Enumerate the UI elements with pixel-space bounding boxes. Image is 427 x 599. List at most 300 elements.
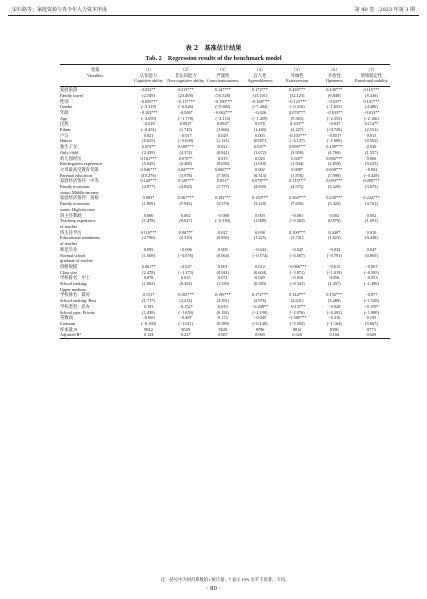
coefficient-cell: 0.090*** bbox=[363, 178, 380, 184]
coefficient-cell: 0.047* bbox=[291, 155, 304, 161]
row-label: Upper medium bbox=[60, 286, 86, 292]
coefficient-cell: −0.051* bbox=[327, 132, 342, 138]
t-statistic-cell: (1.539) bbox=[216, 281, 230, 287]
column-number: （4） bbox=[241, 65, 278, 73]
t-statistic-cell: (1.225) bbox=[253, 235, 267, 241]
coefficient-cell: 0.078 bbox=[255, 121, 265, 127]
coefficient-cell: 0.227 bbox=[167, 332, 204, 338]
coefficient-cell: 0.029 bbox=[218, 132, 228, 138]
coefficient-cell: −0.062*** bbox=[213, 109, 233, 115]
t-statistic-cell: (−0.341) bbox=[289, 281, 305, 287]
row-label: Only child bbox=[60, 149, 79, 155]
coefficient-cell: 0.103** bbox=[290, 121, 305, 127]
t-statistic-cell: (2.207) bbox=[290, 127, 304, 133]
t-statistic-cell: (−0.231) bbox=[141, 127, 157, 133]
t-statistic-cell: (−0.505) bbox=[363, 269, 379, 275]
coefficient-cell: 0.002 bbox=[329, 212, 340, 218]
column-name-zh: 外倾性 bbox=[290, 72, 304, 78]
row-label: Family travel bbox=[60, 92, 84, 98]
row-label: 班级规模 bbox=[60, 263, 78, 269]
t-statistic-cell: (−0.169) bbox=[141, 320, 157, 326]
coefficient-cell: −0.001 bbox=[291, 212, 304, 218]
coefficient-cell: 0.109*** bbox=[177, 144, 194, 150]
t-statistic-cell: (−1.496) bbox=[363, 281, 379, 287]
t-statistic-cell: (−0.292) bbox=[326, 309, 342, 315]
row-label: Parental education bbox=[60, 172, 92, 178]
journal-title: 宋石路等：家庭资源与青少年人力资本形成 bbox=[12, 7, 108, 13]
coefficient-cell: 0.015 bbox=[366, 132, 377, 138]
row-label: Adjusted R² bbox=[60, 332, 130, 338]
coefficient-cell: 8773 bbox=[367, 326, 376, 332]
t-statistic-cell: (1.121) bbox=[216, 138, 230, 144]
t-statistic-cell: (−0.076) bbox=[178, 252, 194, 258]
coefficient-cell: 0.183*** bbox=[177, 292, 194, 298]
coefficient-cell: 0.027*** bbox=[177, 166, 194, 172]
coefficient-cell: 0.006 bbox=[143, 212, 154, 218]
row-label: status: High-income bbox=[60, 206, 95, 212]
coefficient-cell: −1.580*** bbox=[287, 315, 307, 321]
t-statistic-cell: (0.856) bbox=[216, 235, 230, 241]
coefficient-cell: 0.029 bbox=[353, 332, 390, 338]
table-row bbox=[60, 332, 390, 338]
row-label: Normal school bbox=[60, 252, 86, 258]
coefficient-cell: 0.172*** bbox=[251, 87, 269, 93]
t-statistic-cell: (1.438) bbox=[142, 309, 155, 315]
t-statistic-cell: (−9.882) bbox=[215, 104, 231, 110]
coefficient-cell: 0.051* bbox=[216, 178, 229, 184]
coefficient-cell: 0.139*** bbox=[326, 144, 343, 150]
coefficient-cell: 0.047 bbox=[366, 246, 377, 252]
t-statistic-cell: (1.944) bbox=[290, 161, 304, 167]
column-name-zh: 认知能力 bbox=[139, 72, 158, 78]
coefficient-cell: −0.059*** bbox=[139, 98, 158, 104]
t-statistic-cell: (−0.140) bbox=[252, 320, 268, 326]
coefficient-cell: 0.078 bbox=[143, 275, 154, 281]
t-statistic-cell: (5.978) bbox=[179, 172, 192, 178]
coefficient-cell: 0.144*** bbox=[289, 292, 306, 298]
coefficient-cell: −0.045 bbox=[253, 315, 267, 321]
coefficient-cell: 0.070** bbox=[178, 155, 193, 161]
t-statistic-cell: (−3.871) bbox=[289, 269, 305, 275]
t-statistic-cell: (−2.190) bbox=[252, 309, 268, 315]
column-name-en: Extraversion bbox=[279, 78, 316, 86]
coefficient-cell: 0.101*** bbox=[363, 98, 380, 104]
coefficient-cell: 0.001 bbox=[218, 263, 228, 269]
coefficient-cell: 0.114** bbox=[364, 121, 379, 127]
t-statistic-cell: (−0.729) bbox=[326, 127, 342, 133]
t-statistic-cell: (−2.353) bbox=[326, 115, 342, 121]
coefficient-cell: 0.008* bbox=[291, 166, 304, 172]
var-header-spacer bbox=[60, 78, 130, 86]
coefficient-cell: 0.039*** bbox=[326, 166, 343, 172]
coefficient-cell: 0.150*** bbox=[251, 195, 269, 201]
t-statistic-cell: (−6.316) bbox=[289, 104, 305, 110]
t-statistic-cell: (4.486) bbox=[365, 104, 378, 110]
coefficient-cell: −0.032 bbox=[328, 246, 341, 252]
t-statistic-cell: (3.320) bbox=[328, 184, 341, 190]
t-statistic-cell: (0.313) bbox=[253, 172, 267, 178]
coefficient-cell: 0.130*** bbox=[326, 87, 343, 93]
row-label: 常数项 bbox=[60, 315, 73, 321]
column-number: （7） bbox=[353, 65, 390, 73]
row-label: 学校排名：最好 bbox=[60, 292, 91, 298]
t-statistic-cell: (0.604) bbox=[253, 269, 267, 275]
t-statistic-cell: (−2.166) bbox=[363, 115, 379, 121]
t-statistic-cell: (−7.484) bbox=[252, 104, 268, 110]
coefficient-cell: −0.007 bbox=[365, 263, 378, 269]
coefficient-cell: −0.027 bbox=[179, 263, 192, 269]
table-note: 注：括号中为回归系数的 t 统计量；* 表示 10% 水平下显著，下同。 bbox=[160, 577, 290, 582]
coefficient-cell: 8029 bbox=[181, 326, 190, 332]
coefficient-cell: 0.006 bbox=[366, 155, 377, 161]
coefficient-cell: 8786 bbox=[255, 326, 265, 332]
coefficient-cell: 0.005 bbox=[218, 246, 228, 252]
coefficient-cell: 0.326 bbox=[279, 332, 316, 338]
t-statistic-cell: (1.557) bbox=[365, 149, 378, 155]
t-statistic-cell: (2.439) bbox=[142, 149, 155, 155]
row-label: Teaching experience bbox=[60, 218, 96, 224]
row-label: of teacher bbox=[60, 223, 78, 229]
t-statistic-cell: (2.839) bbox=[253, 184, 267, 190]
t-statistic-cell: (4.820) bbox=[179, 184, 192, 190]
row-label: 学校类型：民办 bbox=[60, 303, 91, 309]
coefficient-cell: 0.056 bbox=[329, 275, 340, 281]
coefficient-cell: 0.083* bbox=[142, 195, 155, 201]
t-statistic-cell: (1.717) bbox=[142, 298, 155, 304]
column-name-en: Non-cognitive ability bbox=[167, 78, 204, 86]
coefficient-cell: 8812 bbox=[292, 326, 302, 332]
coefficient-cell: −0.047 bbox=[291, 246, 304, 252]
coefficient-cell: −0.000 bbox=[216, 212, 229, 218]
coefficient-cell: 0.074** bbox=[141, 144, 156, 150]
table-caption-en: Tab. 2 Regression results of the benchmark model bbox=[145, 55, 282, 62]
t-statistic-cell: (−1.889) bbox=[326, 138, 342, 144]
coefficient-cell: −0.017 bbox=[179, 132, 192, 138]
coefficient-cell: 0.047* bbox=[254, 144, 266, 150]
t-statistic-cell: (−1.655) bbox=[326, 104, 342, 110]
t-statistic-cell: (1.666) bbox=[216, 127, 230, 133]
coefficient-cell: 0.022 bbox=[218, 144, 228, 150]
coefficient-cell: 0.032** bbox=[141, 87, 156, 93]
t-statistic-cell: (1.063) bbox=[142, 281, 155, 287]
coefficient-cell: 0.029 bbox=[255, 275, 265, 281]
t-statistic-cell: (23.408) bbox=[178, 92, 194, 98]
t-statistic-cell: (2.310) bbox=[179, 235, 192, 241]
t-statistic-cell: (0.181) bbox=[216, 309, 230, 315]
coefficient-cell: 0.116*** bbox=[140, 229, 157, 235]
coefficient-cell: 0.078*** bbox=[289, 109, 306, 115]
t-statistic-cell: (−0.428) bbox=[363, 172, 379, 178]
t-statistic-cell: (1.478) bbox=[142, 218, 155, 224]
t-statistic-cell: (7.385) bbox=[216, 172, 230, 178]
row-label: 班主任教龄 bbox=[60, 212, 82, 218]
coefficient-cell: 0.147*** bbox=[214, 87, 231, 93]
t-statistic-cell: (4.877) bbox=[142, 184, 155, 190]
t-statistic-cell: (32.125) bbox=[289, 92, 305, 98]
coefficient-cell: 0.038 bbox=[255, 229, 265, 235]
t-statistic-cell: (2.408) bbox=[179, 161, 192, 167]
t-statistic-cell: (−0.302) bbox=[289, 218, 305, 224]
t-statistic-cell: (−1.880) bbox=[363, 309, 379, 315]
coefficient-cell: −0.006 bbox=[179, 246, 192, 252]
row-label: Age bbox=[60, 115, 68, 121]
coefficient-cell: 0.100*** bbox=[289, 229, 306, 235]
coefficient-cell: −0.053 bbox=[365, 275, 378, 281]
coefficient-cell: 0.367*** bbox=[177, 195, 194, 201]
column-number: （2） bbox=[167, 65, 204, 73]
coefficient-cell: −0.103*** bbox=[139, 109, 158, 115]
t-statistic-cell: (−4.695) bbox=[141, 115, 157, 121]
coefficient-cell: 0.152*** bbox=[326, 292, 343, 298]
row-label: 幼儿园经历 bbox=[60, 155, 82, 161]
t-statistic-cell: (0.627) bbox=[179, 218, 192, 224]
t-statistic-cell: (−5.592) bbox=[289, 320, 305, 326]
t-statistic-cell: (−0.687) bbox=[289, 252, 305, 258]
coefficient-cell: 0.161*** bbox=[140, 155, 157, 161]
t-statistic-cell: (2.858) bbox=[328, 161, 341, 167]
row-label: Class size bbox=[60, 269, 78, 275]
table-caption-zh: 表 2 基准估计结果 bbox=[185, 45, 242, 52]
coefficient-cell: 0.092* bbox=[179, 121, 192, 127]
t-statistic-cell: (4.374) bbox=[179, 149, 192, 155]
coefficient-cell: −0.066*** bbox=[287, 263, 307, 269]
coefficient-cell: −0.033** bbox=[326, 109, 343, 115]
coefficient-cell: −0.168*** bbox=[250, 98, 270, 104]
t-statistic-cell: (4.701) bbox=[365, 201, 378, 207]
t-statistic-cell: (1.672) bbox=[253, 149, 267, 155]
t-statistic-cell: (−6.626) bbox=[178, 104, 194, 110]
column-number: （5） bbox=[279, 65, 316, 73]
row-label: 师范毕业 bbox=[60, 246, 78, 252]
column-name-en: Cognitive ability bbox=[130, 78, 167, 86]
coefficient-cell: 0.003 bbox=[255, 132, 265, 138]
coefficient-cell: 0.067** bbox=[178, 229, 193, 235]
t-statistic-cell: (−1.528) bbox=[363, 298, 379, 304]
row-label: Family economic bbox=[60, 201, 90, 207]
row-label: 样本量 N bbox=[60, 326, 78, 332]
t-statistic-cell: (7.658) bbox=[290, 201, 304, 207]
row-label: 家庭经济条件：中等 bbox=[60, 178, 99, 184]
coefficient-cell: 0.021 bbox=[143, 132, 154, 138]
row-label: School ranking: bbox=[60, 281, 88, 287]
row-label: 性别 bbox=[60, 98, 69, 104]
column-name-zh: 情绪稳定性 bbox=[360, 72, 383, 78]
t-statistic-cell: (−1.375) bbox=[178, 269, 194, 275]
coefficient-cell: 0.439*** bbox=[289, 87, 306, 93]
coefficient-cell: 0.036*** bbox=[214, 166, 231, 172]
column-name-en: Conscientiousness bbox=[204, 78, 241, 86]
coefficient-cell: −0.044 bbox=[253, 246, 267, 252]
t-statistic-cell: (3.958) bbox=[290, 149, 304, 155]
t-statistic-cell: (2.551) bbox=[365, 127, 378, 133]
row-label: 家庭经济条件：富裕 bbox=[60, 195, 99, 201]
row-label: Family economic bbox=[60, 184, 90, 190]
row-label: Educational attainment bbox=[60, 235, 100, 241]
t-statistic-cell: (5.420) bbox=[328, 201, 341, 207]
coefficient-cell: 0.010 bbox=[366, 229, 377, 235]
column-number: （6） bbox=[316, 65, 353, 73]
coefficient-cell: −0.208** bbox=[251, 303, 269, 309]
coefficient-cell: 0.069 bbox=[241, 332, 278, 338]
coefficient-cell: 0.094* bbox=[216, 121, 229, 127]
coefficient-cell: −0.103*** bbox=[287, 132, 307, 138]
coefficient-cell: 0.082*** bbox=[326, 155, 343, 161]
coefficient-cell: −0.037 bbox=[328, 121, 341, 127]
coefficient-cell: 0.192*** bbox=[214, 195, 231, 201]
coefficient-cell: 0.002 bbox=[180, 212, 191, 218]
var-header-en: Variables bbox=[87, 72, 103, 78]
t-statistic-cell: (1.091) bbox=[365, 218, 378, 224]
t-statistic-cell: (10.528) bbox=[215, 92, 231, 98]
t-statistic-cell: (−1.019) bbox=[326, 269, 342, 275]
coefficient-cell: 8390 bbox=[329, 326, 339, 332]
t-statistic-cell: (1.876) bbox=[290, 172, 304, 178]
column-number: （1） bbox=[130, 65, 167, 73]
t-statistic-cell: (1.018) bbox=[253, 161, 267, 167]
row-label: 学校排名：中上 bbox=[60, 275, 91, 281]
coefficient-cell: 0.015 bbox=[180, 275, 191, 281]
volume-issue: 第 40 卷 2023 年第 3 期 bbox=[354, 7, 415, 13]
coefficient-cell: 8812 bbox=[144, 326, 153, 332]
coefficient-cell: −0.020 bbox=[328, 303, 341, 309]
t-statistic-cell: (0.658) bbox=[216, 161, 230, 167]
t-statistic-cell: (−4.116) bbox=[215, 115, 231, 121]
coefficient-cell: −0.137** bbox=[288, 303, 306, 309]
row-label: 户口 bbox=[60, 132, 69, 138]
coefficient-cell: 0.360*** bbox=[289, 195, 306, 201]
column-name-en: Openness bbox=[316, 78, 353, 86]
coefficient-cell: 0.102 bbox=[316, 332, 353, 338]
coefficient-cell: −0.152* bbox=[178, 303, 193, 309]
t-statistic-cell: (−0.574) bbox=[252, 252, 268, 258]
t-statistic-cell: (3.741) bbox=[290, 235, 304, 241]
column-name-zh: 非认知能力 bbox=[174, 72, 197, 78]
column-name-en: Emotional stability bbox=[353, 78, 390, 86]
row-label: 年龄 bbox=[60, 109, 69, 115]
var-header-zh: 变量 bbox=[60, 65, 130, 73]
coefficient-cell: 0.151* bbox=[142, 292, 155, 298]
coefficient-cell: 0.115*** bbox=[363, 87, 380, 93]
regression-table bbox=[60, 64, 390, 339]
coefficient-cell: 8520 bbox=[218, 326, 228, 332]
t-statistic-cell: (2.796) bbox=[142, 235, 155, 241]
t-statistic-cell: (0.225) bbox=[365, 161, 378, 167]
row-label: 家庭旅游 bbox=[60, 87, 78, 93]
coefficient-cell: 0.093*** bbox=[326, 178, 343, 184]
t-statistic-cell: (3.214) bbox=[179, 298, 192, 304]
row-label: 班主任学历 bbox=[60, 229, 82, 235]
t-statistic-cell: (1.745) bbox=[179, 127, 192, 133]
t-statistic-cell: (2.478) bbox=[142, 269, 155, 275]
page-number: · 80 · bbox=[206, 586, 221, 592]
t-statistic-cell: (−0.791) bbox=[326, 252, 342, 258]
row-label: 独生子女 bbox=[60, 144, 78, 150]
coefficient-cell: 0.012 bbox=[255, 263, 265, 269]
row-label: Hukou bbox=[60, 138, 72, 144]
coefficient-cell: −0.077 bbox=[365, 292, 378, 298]
t-statistic-cell: (−0.183) bbox=[215, 218, 231, 224]
t-statistic-cell: (3.391) bbox=[216, 298, 230, 304]
t-statistic-cell: (0.449) bbox=[365, 235, 378, 241]
coefficient-cell: 0.120*** bbox=[177, 178, 194, 184]
coefficient-cell: −0.159* bbox=[364, 303, 379, 309]
t-statistic-cell: (1.437) bbox=[328, 281, 341, 287]
t-statistic-cell: (0.870) bbox=[328, 218, 341, 224]
coefficient-cell: −0.033** bbox=[363, 109, 380, 115]
coefficient-cell: 0.019 bbox=[218, 303, 228, 309]
column-name-zh: 宜人性 bbox=[253, 72, 267, 78]
row-label: Ethnic bbox=[60, 127, 72, 133]
coefficient-cell: −0.016 bbox=[291, 275, 304, 281]
t-statistic-cell: (1.608) bbox=[142, 252, 155, 258]
t-statistic-cell: (−4.127) bbox=[289, 138, 305, 144]
coefficient-cell: −0.018 bbox=[142, 121, 155, 127]
coefficient-cell: 0.029 bbox=[255, 155, 265, 161]
t-statistic-cell: (7.943) bbox=[179, 201, 192, 207]
t-statistic-cell: (0.087) bbox=[253, 138, 267, 144]
coefficient-cell: 0.071 bbox=[218, 275, 228, 281]
coefficient-cell: −0.487 bbox=[179, 315, 192, 321]
coefficient-cell: 0.036 bbox=[366, 144, 377, 150]
coefficient-cell: 0.193 bbox=[143, 303, 154, 309]
coefficient-cell: 0.061** bbox=[141, 263, 156, 269]
coefficient-cell: 0.174 bbox=[218, 315, 228, 321]
coefficient-cell: −0.310 bbox=[328, 315, 341, 321]
coefficient-cell: −0.026* bbox=[178, 109, 193, 115]
row-label: status: Middle-income bbox=[60, 189, 99, 195]
t-statistic-cell: (−1.459) bbox=[252, 115, 268, 121]
coefficient-cell: −0.117*** bbox=[176, 98, 195, 104]
coefficient-cell: 0.172*** bbox=[251, 292, 269, 298]
t-statistic-cell: (1.899) bbox=[142, 201, 155, 207]
coefficient-cell: 0.002 bbox=[255, 166, 265, 172]
t-statistic-cell: (0.041) bbox=[216, 269, 230, 275]
coefficient-cell: 0.120*** bbox=[140, 178, 157, 184]
t-statistic-cell: (−1.164) bbox=[326, 320, 342, 326]
column-name-zh: 开放性 bbox=[327, 72, 341, 78]
row-label: 父母最高受教育年限 bbox=[60, 166, 99, 172]
row-label: Gender bbox=[60, 104, 73, 110]
running-header bbox=[8, 4, 419, 16]
row-label: graduate of teacher bbox=[60, 258, 93, 264]
column-number: （3） bbox=[204, 65, 241, 73]
t-statistic-cell: (2.976) bbox=[253, 298, 267, 304]
t-statistic-cell: (2.631) bbox=[290, 298, 304, 304]
coefficient-cell: 0.046*** bbox=[140, 166, 157, 172]
coefficient-cell: 0.238*** bbox=[326, 195, 343, 201]
t-statistic-cell: (0.563) bbox=[365, 138, 378, 144]
t-statistic-cell: (3.418) bbox=[253, 201, 267, 207]
t-statistic-cell: (0.583) bbox=[253, 281, 267, 287]
t-statistic-cell: (7.998) bbox=[328, 172, 341, 178]
coefficient-cell: 0.224*** bbox=[363, 195, 380, 201]
t-statistic-cell: (1.449) bbox=[253, 127, 267, 133]
coefficient-cell: −0.015 bbox=[328, 263, 341, 269]
column-name-zh: 严谨性 bbox=[216, 72, 230, 78]
coefficient-cell: 0.002 bbox=[366, 212, 377, 218]
t-statistic-cell: (−2.076) bbox=[289, 309, 305, 315]
t-statistic-cell: (0.667) bbox=[365, 320, 378, 326]
t-statistic-cell: (−1.659) bbox=[178, 309, 194, 315]
coefficient-cell: −0.037* bbox=[327, 98, 342, 104]
row-label: Constant bbox=[60, 320, 76, 326]
coefficient-cell: −0.125*** bbox=[287, 98, 307, 104]
t-statistic-cell: (10.276) bbox=[141, 172, 156, 178]
coefficient-cell: 0.078*** bbox=[251, 178, 269, 184]
t-statistic-cell: (2.549) bbox=[142, 92, 155, 98]
t-statistic-cell: (3.488) bbox=[328, 298, 341, 304]
coefficient-cell: 0.124 bbox=[130, 332, 167, 338]
